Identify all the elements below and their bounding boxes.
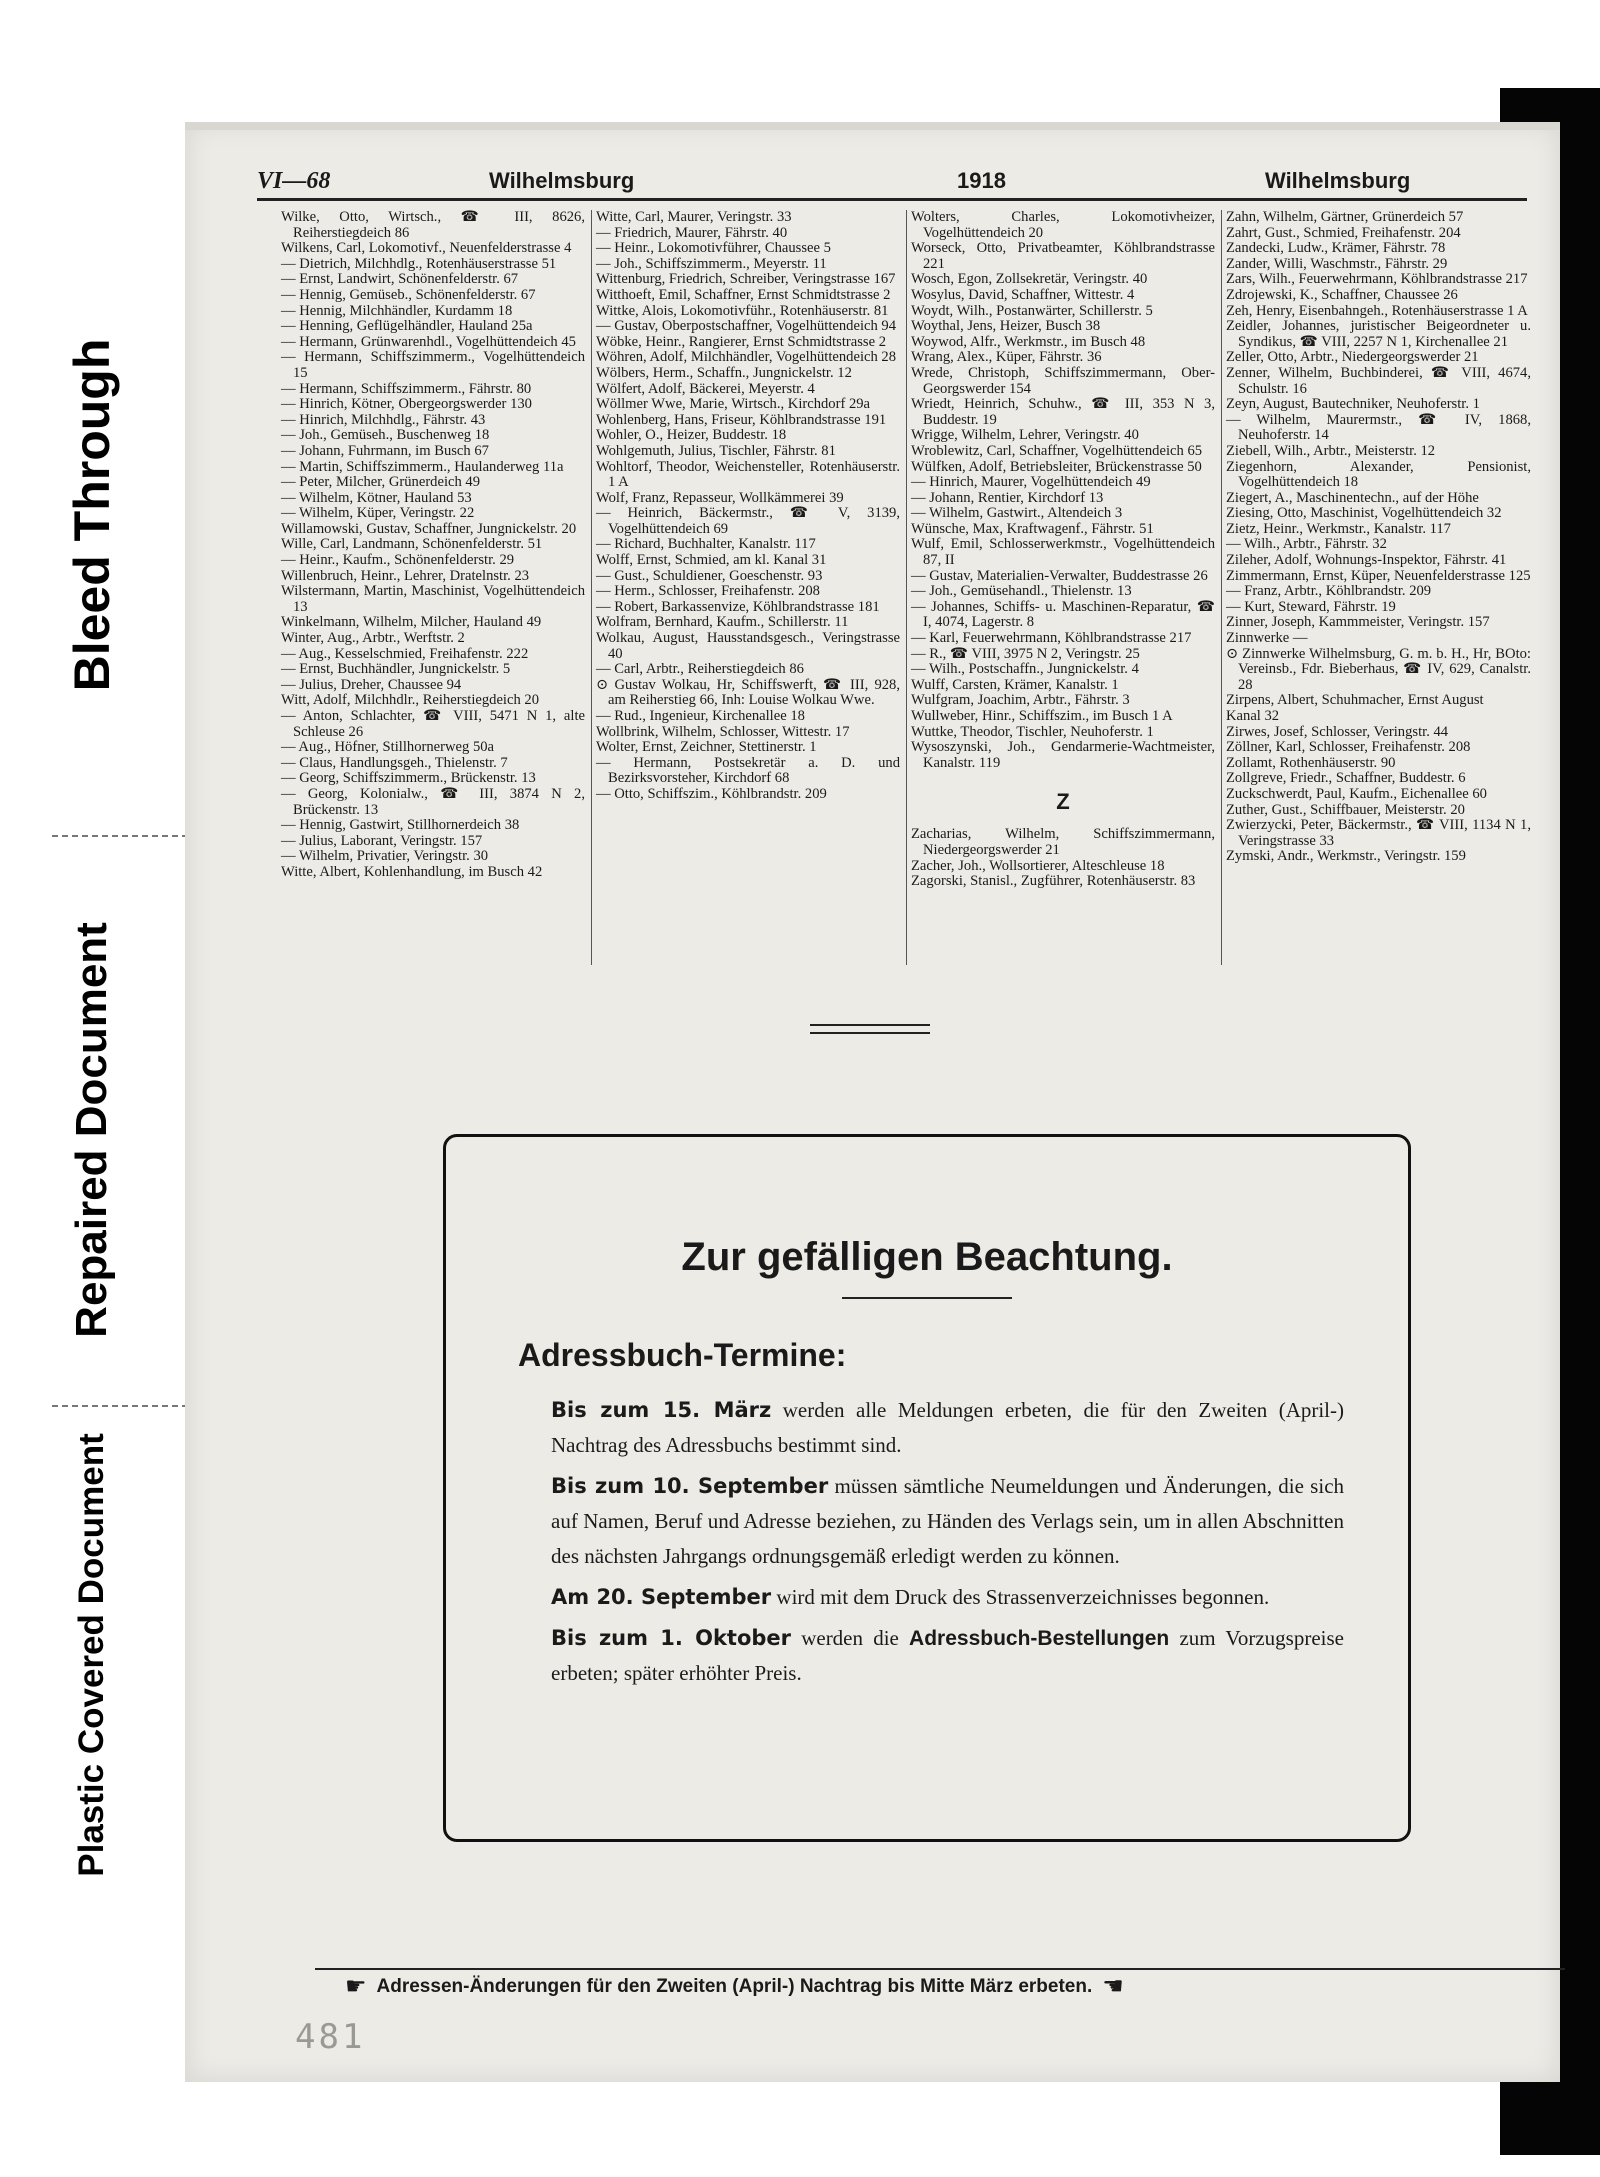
directory-entry: Wöllmer Wwe, Marie, Wirtsch., Kirchdorf 29a	[596, 396, 871, 413]
directory-entry: — Hennig, Gastwirt, Stillhornerdeich 38	[281, 817, 520, 834]
directory-entry: Zimmermann, Ernst, Küper, Neuenfelderstrasse 125	[1226, 567, 1531, 584]
directory-entry: — Wilhelm, Maurermstr., ☎ IV, 1868, Neuhoferstr. 14	[1226, 411, 1531, 444]
directory-entry: — Claus, Handlungsgeh., Thielenstr. 7	[281, 754, 508, 771]
directory-entry: Willenbruch, Heinr., Lehrer, Dratelnstr. 23	[281, 567, 530, 584]
directory-entry: Wosch, Egon, Zollsekretär, Veringstr. 40	[911, 271, 1148, 288]
directory-entry: Wrigge, Wilhelm, Lehrer, Veringstr. 40	[911, 427, 1139, 444]
directory-entry: — Karl, Feuerwehrmann, Köhlbrandstrasse 217	[911, 630, 1192, 647]
directory-entry: Zacher, Joh., Wollsortierer, Alteschleuse 18	[911, 857, 1165, 874]
directory-entry: Zirwes, Josef, Schlosser, Veringstr. 44	[1226, 723, 1449, 740]
directory-entry: Wilke, Otto, Wirtsch., ☎ III, 8626, Reiherstiegdeich 86	[281, 210, 585, 241]
directory-entry: — Robert, Barkassenvize, Köhlbrandstrasse 181	[596, 598, 880, 615]
directory-entry: — Gustav, Materialien-Verwalter, Buddestrasse 26	[911, 567, 1208, 584]
directory-entry: Wolter, Ernst, Zeichner, Stettinerstr. 1	[596, 739, 817, 756]
directory-entry: — Anton, Schlachter, ☎ VIII, 5471 N 1, alte Schleuse 26	[281, 708, 585, 740]
page-top-edge	[185, 122, 1560, 130]
directory-entry: Wrang, Alex., Küper, Fährstr. 36	[911, 349, 1102, 366]
directory-entry: Wulf, Emil, Schlosserwerkmstr., Vogelhüttendeich 87, II	[911, 536, 1215, 569]
directory-entry: Zinnwerke —	[1226, 630, 1308, 647]
directory-entry: Zuther, Gust., Schiffbauer, Meisterstr. 20	[1226, 801, 1465, 818]
notice-body	[551, 1393, 1344, 1697]
directory-entry: — Wilh., Postschaffn., Jungnickelstr. 4	[911, 661, 1139, 678]
notice-item-bold-phrase: Adressbuch-Bestellungen	[909, 1627, 1170, 1650]
directory-entry: Wohler, O., Heizer, Buddestr. 18	[596, 427, 787, 444]
directory-entry: Wolf, Franz, Repasseur, Wollkämmerei 39	[596, 489, 844, 506]
directory-entry: Winkelmann, Wilhelm, Milcher, Hauland 49	[281, 614, 542, 631]
directory-entry: — Hermann, Postsekretär a. D. und Bezirksvorsteher, Kirchdorf 68	[596, 754, 900, 787]
directory-entry: Zirpens, Albert, Schuhmacher, Ernst August	[1226, 692, 1484, 709]
notice-item-text: zum Vorzugspreise erbeten; später erhöhter Preis.	[551, 1626, 1345, 1685]
directory-entry: — Johann, Fuhrmann, im Busch 67	[281, 442, 489, 459]
directory-entry: Wroblewitz, Carl, Schaffner, Vogelhüttendeich 65	[911, 442, 1203, 459]
directory-entry: — Georg, Kolonialw., ☎ III, 3874 N 2, Brückenstr. 13	[281, 785, 585, 818]
directory-entry: — Hinrich, Kötner, Obergeorgswerder 130	[281, 396, 532, 413]
directory-entry: — Hinrich, Milchhdlg., Fährstr. 43	[281, 411, 486, 428]
directory-entry: Zandecki, Ludw., Krämer, Fährstr. 78	[1226, 240, 1446, 257]
directory-entry: Witt, Adolf, Milchhdlr., Reiherstiegdeich 20	[281, 692, 540, 709]
directory-entry: — Kurt, Steward, Fährstr. 19	[1226, 598, 1396, 615]
divider-double-line	[810, 1024, 930, 1026]
directory-entry: Zagorski, Stanisl., Zugführer, Rotenhäuserstr. 83	[911, 873, 1196, 890]
directory-entry: — Richard, Buchhalter, Kanalstr. 117	[596, 536, 816, 553]
directory-entry: — Heinr., Lokomotivführer, Chaussee 5	[596, 240, 831, 257]
directory-entry: — Hermann, Schiffszimmerm., Fährstr. 80	[281, 380, 532, 397]
directory-entry: — Gustav, Oberpostschaffner, Vogelhüttendeich 94	[596, 318, 897, 335]
directory-entry: Zenner, Wilhelm, Buchbinderei, ☎ VIII, 4674, Schulstr. 16	[1226, 364, 1531, 397]
notice-item-text: werden die	[801, 1626, 899, 1650]
header-title-right: Wilhelmsburg	[1265, 168, 1411, 193]
notice-item-text: werden alle Meldungen erbeten, die für den Zweiten (April-) Nachtrag des Adressbuchs bestimmt sind.	[551, 1398, 1345, 1457]
directory-entry: Witthoeft, Emil, Schaffner, Ernst Schmidtstrasse 2	[596, 286, 891, 303]
directory-entry: — Heinrich, Bäckermstr., ☎ V, 3139, Vogelhüttendeich 69	[596, 505, 900, 537]
directory-entry: Wülfken, Adolf, Betriebsleiter, Brückenstrasse 50	[911, 458, 1202, 475]
directory-entry: — Gust., Schuldiener, Goeschenstr. 93	[596, 567, 823, 584]
directory-entry: Wolfram, Bernhard, Kaufm., Schillerstr. 11	[596, 614, 849, 631]
directory-entry: Wilstermann, Martin, Maschinist, Vogelhüttendeich 13	[281, 583, 585, 615]
directory-entry: Woywod, Alfr., Werkmstr., im Busch 48	[911, 333, 1146, 350]
directory-entry: Wysoszynski, Joh., Gendarmerie-Wachtmeister, Kanalstr. 119	[911, 739, 1215, 771]
separator-dashed	[52, 835, 188, 837]
directory-entry: Ziebell, Wilh., Arbtr., Meisterstr. 12	[1226, 442, 1436, 459]
directory-entry: Wollbrink, Wilhelm, Schlosser, Wittestr. 17	[596, 723, 850, 740]
page-header	[257, 162, 1527, 201]
pointing-hand-right-icon: ☛	[345, 1973, 367, 2000]
directory-entry: — Johannes, Schiffs- u. Maschinen-Reparatur, ☎ I, 4074, Lagerstr. 8	[911, 598, 1215, 631]
directory-entry: Woythal, Jens, Heizer, Busch 38	[911, 318, 1101, 335]
directory-entry: — Herm., Schlosser, Freihafenstr. 208	[596, 583, 820, 600]
notice-item	[551, 1393, 1344, 1463]
directory-entry: Zwierzycki, Peter, Bäckermstr., ☎ VIII, 1134 N 1, Veringstrasse 33	[1226, 817, 1531, 849]
header-year: 1918	[957, 168, 1006, 193]
header-title-left: Wilhelmsburg	[489, 168, 635, 193]
directory-entry: Zeyn, August, Bautechniker, Neuhoferstr. 1	[1226, 396, 1480, 413]
directory-entry: Zinner, Joseph, Kammmeister, Veringstr. 157	[1226, 614, 1490, 631]
directory-entry: — Carl, Arbtr., Reiherstiegdeich 86	[596, 661, 804, 678]
directory-entry: — Franz, Arbtr., Köhlbrandstr. 209	[1226, 583, 1432, 600]
page-number-faded: 481	[295, 2017, 366, 2057]
directory-entry: — Johann, Rentier, Kirchdorf 13	[911, 489, 1104, 506]
directory-entry: Wille, Carl, Landmann, Schönenfelderstr. 51	[281, 536, 543, 553]
directory-entry: Wünsche, Max, Kraftwagenf., Fährstr. 51	[911, 520, 1154, 537]
directory-columns	[277, 210, 1537, 965]
directory-entry: — Joh., Gemüsehandl., Thielenstr. 13	[911, 583, 1132, 600]
directory-entry: Wölfert, Adolf, Bäckerei, Meyerstr. 4	[596, 380, 815, 397]
directory-entry: Wullweber, Hinr., Schiffszim., im Busch 1 A	[911, 708, 1173, 724]
directory-entry: Zars, Wilh., Feuerwehrmann, Köhlbrandstrasse 217	[1226, 271, 1528, 288]
directory-entry: Zeh, Henry, Eisenbahngeh., Rotenhäuserstrasse 1 A	[1226, 302, 1528, 319]
divider-double-line	[810, 1032, 930, 1034]
directory-entry: Wöhren, Adolf, Milchhändler, Vogelhüttendeich 28	[596, 349, 897, 366]
notice-item-text: müssen sämtliche Neumeldungen und Änderungen, die sich auf Namen, Beruf und Adresse beziehen, zu Händen des Verlags sein, um in allen Abschnitten des nächsten Jahrgangs ordnungsgemäß erledigt werden zu können.	[551, 1474, 1345, 1568]
separator-dashed	[52, 1405, 188, 1407]
directory-entry: — Joh., Schiffszimmerm., Meyerstr. 11	[596, 255, 827, 272]
directory-entry: — Aug., Kesselschmied, Freihafenstr. 222	[281, 645, 529, 662]
directory-entry: — Hermann, Schiffszimmerm., Vogelhüttendeich 15	[281, 349, 585, 381]
directory-entry: Zahn, Wilhelm, Gärtner, Grünerdeich 57	[1226, 210, 1464, 225]
directory-entry: Wolters, Charles, Lokomotivheizer, Vogelhüttendeich 20	[911, 210, 1215, 241]
directory-entry: Wohlenberg, Hans, Friseur, Köhlbrandstrasse 191	[596, 411, 887, 428]
notice-box	[443, 1134, 1411, 1842]
notice-subtitle: Adressbuch-Termine:	[518, 1337, 847, 1373]
directory-entry: — Julius, Laborant, Veringstr. 157	[281, 832, 483, 849]
document-page	[185, 122, 1560, 2082]
directory-entry: Zymski, Andr., Werkmstr., Veringstr. 159	[1226, 848, 1466, 865]
directory-entry: — Hennig, Milchhändler, Kurdamm 18	[281, 302, 513, 319]
directory-entry: — Georg, Schiffszimmerm., Brückenstr. 13	[281, 770, 536, 787]
directory-column-2	[592, 210, 907, 965]
directory-entry: Zeidler, Johannes, juristischer Beigeordneter u. Syndikus, ☎ VIII, 2257 N 1, Kirchenallee 21	[1226, 318, 1531, 350]
directory-entry: — Henning, Geflügelhändler, Hauland 25a	[281, 318, 533, 335]
header-page-label: VI—68	[257, 168, 331, 194]
directory-entry: Zahrt, Gust., Schmied, Freihafenstr. 204	[1226, 224, 1461, 241]
footer-rule	[315, 1968, 1565, 1970]
directory-entry: Wulfgram, Joachim, Arbtr., Fährstr. 3	[911, 692, 1130, 709]
directory-entry: Wosylus, David, Schaffner, Wittestr. 4	[911, 286, 1135, 303]
directory-entry: Woydt, Wilh., Postanwärter, Schillerstr. 5	[911, 302, 1153, 319]
label-plastic-covered: Plastic Covered Document	[72, 1433, 111, 1877]
directory-entry: Wilkens, Carl, Lokomotivf., Neuenfelderstrasse 4	[281, 240, 572, 257]
directory-entry: Ziesing, Otto, Maschinist, Vogelhüttendeich 32	[1226, 505, 1502, 522]
notice-item-lead: Bis zum 1. Oktober	[551, 1626, 792, 1650]
pointing-hand-left-icon: ☚	[1102, 1973, 1124, 2000]
directory-entry: Wolkau, August, Hausstandsgesch., Veringstrasse 40	[596, 630, 900, 662]
directory-entry: Willamowski, Gustav, Schaffner, Jungnickelstr. 20	[281, 520, 577, 537]
directory-entry: Wolff, Ernst, Schmied, am kl. Kanal 31	[596, 552, 827, 569]
directory-entry: Wittenburg, Friedrich, Schreiber, Veringstrasse 167	[596, 271, 896, 288]
directory-entry: Witte, Albert, Kohlenhandlung, im Busch 42	[281, 863, 543, 880]
directory-entry: — Wilhelm, Kötner, Hauland 53	[281, 489, 472, 506]
directory-entry: — Aug., Höfner, Stillhornerweg 50a	[281, 739, 495, 756]
notice-item-lead: Am 20. September	[551, 1585, 772, 1609]
directory-entry: — R., ☎ VIII, 3975 N 2, Veringstr. 25	[911, 645, 1140, 662]
directory-entry: Kanal 32	[1226, 708, 1280, 724]
directory-entry: Wuttke, Theodor, Tischler, Neuhoferstr. 1	[911, 723, 1154, 740]
directory-entry: Zöllner, Karl, Schlosser, Freihafenstr. 208	[1226, 739, 1471, 756]
directory-entry: — Ernst, Landwirt, Schönenfelderstr. 67	[281, 271, 519, 288]
directory-entry: — Friedrich, Maurer, Fährstr. 40	[596, 224, 788, 241]
directory-entry: Wohltorf, Theodor, Weichensteller, Rotenhäuserstr. 1 A	[596, 458, 900, 491]
directory-entry: Ziegenhorn, Alexander, Pensionist, Vogelhüttendeich 18	[1226, 458, 1531, 491]
directory-entry: Worseck, Otto, Privatbeamter, Köhlbrandstrasse 221	[911, 240, 1215, 272]
directory-entry: Witte, Carl, Maurer, Veringstr. 33	[596, 210, 792, 225]
directory-entry: Zollamt, Rothenhäuserstr. 90	[1226, 754, 1396, 771]
directory-entry: ⊙ Zinnwerke Wilhelmsburg, G. m. b. H., Hr, BOto: Vereinsb., Fdr. Bieberhaus, ☎ IV, 629, Canalstr. 28	[1226, 645, 1531, 693]
directory-entry: Wöbke, Heinr., Rangierer, Ernst Schmidtstrasse 2	[596, 333, 887, 350]
directory-entry: Wrede, Christoph, Schiffszimmermann, Ober-Georgswerder 154	[911, 364, 1215, 397]
notice-item-text: wird mit dem Druck des Strassenverzeichnisses begonnen.	[776, 1585, 1270, 1609]
directory-entry: Wölbers, Herm., Schaffn., Jungnickelstr. 12	[596, 364, 852, 381]
scan-edge-gap	[1500, 50, 1600, 88]
directory-column-3	[907, 210, 1222, 965]
directory-entry: Zollgreve, Friedr., Schaffner, Buddestr. 6	[1226, 770, 1466, 787]
directory-entry: — Hermann, Grünwarenhdl., Vogelhüttendeich 45	[281, 333, 576, 350]
directory-entry: Ziegert, A., Maschinentechn., auf der Höhe	[1226, 489, 1479, 506]
directory-entry: Zacharias, Wilhelm, Schiffszimmermann, Niedergeorgswerder 21	[911, 826, 1215, 858]
label-repaired: Repaired Document	[67, 922, 116, 1338]
footer-notice	[345, 1972, 1545, 2001]
directory-entry: Wriedt, Heinrich, Schuhw., ☎ III, 353 N 3, Buddestr. 19	[911, 396, 1215, 428]
directory-entry: Wulff, Carsten, Krämer, Kanalstr. 1	[911, 676, 1119, 693]
directory-entry: Zdrojewski, K., Schaffner, Chaussee 26	[1226, 286, 1458, 303]
side-labels	[0, 0, 185, 2177]
directory-entry: — Wilh., Arbtr., Fährstr. 32	[1226, 536, 1387, 553]
directory-entry: Wittke, Alois, Lokomotivführ., Rotenhäuserstr. 81	[596, 302, 889, 319]
notice-item	[551, 1469, 1344, 1574]
directory-entry: — Dietrich, Milchhdlg., Rotenhäuserstrasse 51	[281, 255, 557, 272]
directory-entry: — Otto, Schiffszim., Köhlbrandstr. 209	[596, 785, 827, 802]
directory-entry: — Joh., Gemüseh., Buschenweg 18	[281, 427, 490, 444]
directory-entry: Winter, Aug., Arbtr., Werftstr. 2	[281, 630, 465, 647]
directory-entry: — Martin, Schiffszimmerm., Haulanderweg 11a	[281, 458, 564, 475]
notice-title: Zur gefälligen Beachtung.	[681, 1235, 1173, 1279]
directory-entry: Wohlgemuth, Julius, Tischler, Fährstr. 81	[596, 442, 836, 459]
directory-entry: — Rud., Ingenieur, Kirchenallee 18	[596, 708, 805, 724]
section-letter-heading: Z	[1056, 789, 1070, 815]
notice-item	[551, 1580, 1344, 1615]
label-bleed-through: Bleed Through	[64, 338, 120, 692]
directory-entry: — Heinr., Kaufm., Schönenfelderstr. 29	[281, 552, 515, 569]
directory-entry: Zuckschwerdt, Paul, Kaufm., Eichenallee 60	[1226, 785, 1487, 802]
directory-entry: Zietz, Heinr., Werkmstr., Kanalstr. 117	[1226, 520, 1451, 537]
directory-entry: — Wilhelm, Küper, Veringstr. 22	[281, 505, 475, 522]
directory-entry: — Wilhelm, Privatier, Veringstr. 30	[281, 848, 489, 865]
directory-entry: — Wilhelm, Gastwirt., Altendeich 3	[911, 505, 1123, 522]
directory-entry: — Ernst, Buchhändler, Jungnickelstr. 5	[281, 661, 511, 678]
directory-entry: — Peter, Milcher, Grünerdeich 49	[281, 474, 481, 491]
directory-entry: — Hennig, Gemüseb., Schönenfelderstr. 67	[281, 286, 536, 303]
directory-entry: Zileher, Adolf, Wohnungs-Inspektor, Fährstr. 41	[1226, 552, 1507, 569]
notice-rule	[842, 1297, 1012, 1299]
directory-entry: — Julius, Dreher, Chaussee 94	[281, 676, 462, 693]
directory-column-1	[277, 210, 592, 965]
notice-item-lead: Bis zum 10. September	[551, 1474, 829, 1498]
footer-text: Adressen-Änderungen für den Zweiten (April-) Nachtrag bis Mitte März erbeten.	[376, 1975, 1093, 1997]
directory-entry: ⊙ Gustav Wolkau, Hr, Schiffswerft, ☎ III, 928, am Reiherstieg 66, Inh: Louise Wolkau Wwe.	[596, 676, 900, 709]
directory-entry: Zander, Willi, Waschmstr., Fährstr. 29	[1226, 255, 1448, 272]
directory-entry: — Hinrich, Maurer, Vogelhüttendeich 49	[911, 474, 1151, 491]
notice-item-lead: Bis zum 15. März	[551, 1398, 772, 1422]
directory-entry: Zeller, Otto, Arbtr., Niedergeorgswerder 21	[1226, 349, 1479, 366]
directory-column-4	[1222, 210, 1537, 965]
notice-item	[551, 1621, 1344, 1691]
